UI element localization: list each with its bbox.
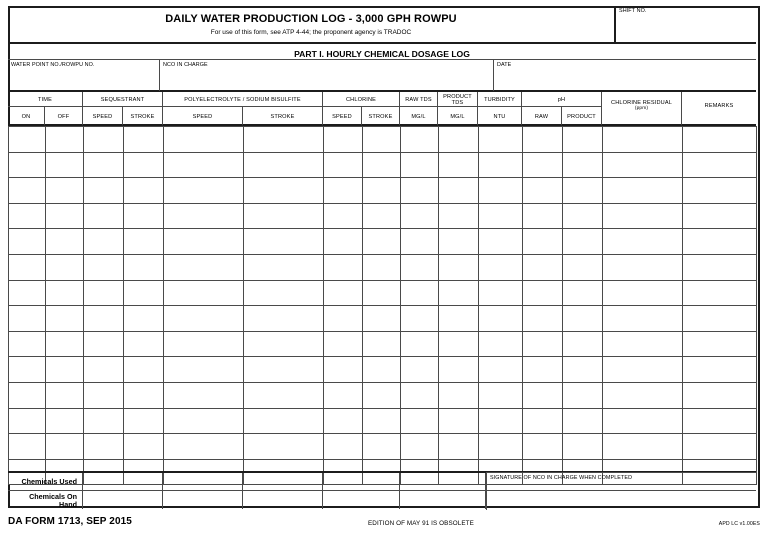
table-cell[interactable] [9, 280, 46, 306]
table-cell[interactable] [523, 254, 563, 280]
chemicals-on-hand-chlorine-cell[interactable] [323, 491, 400, 509]
header-group-ph: pH [522, 92, 602, 107]
chemicals-used-poly-stroke-cell[interactable] [243, 473, 323, 491]
table-cell[interactable] [439, 254, 479, 280]
table-row [9, 382, 757, 408]
signature-field[interactable] [486, 472, 756, 510]
chemicals-on-hand-label-cell [8, 491, 83, 509]
table-cell[interactable] [523, 152, 563, 178]
header-remarks: REMARKS [682, 92, 756, 126]
table-cell[interactable] [363, 382, 401, 408]
table-cell[interactable] [9, 306, 46, 332]
table-cell[interactable] [244, 229, 324, 255]
data-table-body [9, 127, 757, 485]
table-cell[interactable] [479, 357, 523, 383]
table-cell[interactable] [164, 280, 244, 306]
table-cell[interactable] [479, 178, 523, 204]
table-cell[interactable] [363, 254, 401, 280]
table-cell[interactable] [683, 178, 757, 204]
table-cell[interactable] [324, 306, 363, 332]
table-cell[interactable] [84, 152, 124, 178]
table-cell[interactable] [683, 331, 757, 357]
header-chlorine-speed: SPEED [323, 107, 362, 126]
table-cell[interactable] [363, 357, 401, 383]
table-cell[interactable] [124, 127, 164, 153]
table-cell[interactable] [164, 152, 244, 178]
table-cell[interactable] [84, 203, 124, 229]
table-cell[interactable] [9, 434, 46, 460]
signature-label: SIGNATURE OF NCO IN CHARGE WHEN COMPLETED [490, 475, 633, 481]
table-cell[interactable] [683, 434, 757, 460]
table-cell[interactable] [439, 203, 479, 229]
table-row [9, 357, 757, 383]
table-cell[interactable] [401, 229, 439, 255]
water-point-field[interactable] [8, 60, 160, 91]
table-cell[interactable] [401, 434, 439, 460]
table-row [9, 434, 757, 460]
table-cell[interactable] [46, 306, 84, 332]
water-point-label: WATER POINT NO./ROWPU NO. [11, 62, 95, 68]
table-row [9, 306, 757, 332]
table-row [9, 331, 757, 357]
table-row [9, 280, 757, 306]
table-row [9, 152, 757, 178]
table-cell[interactable] [479, 434, 523, 460]
table-cell[interactable] [563, 382, 603, 408]
chemicals-used-poly-speed-cell[interactable] [163, 473, 243, 491]
header-sequestrant-stroke: STROKE [123, 107, 163, 126]
chemicals-footer [8, 471, 756, 508]
table-cell[interactable] [9, 127, 46, 153]
table-cell[interactable] [244, 331, 324, 357]
table-cell[interactable] [244, 434, 324, 460]
table-cell[interactable] [479, 280, 523, 306]
table-row [9, 203, 757, 229]
da-form-1713 [8, 6, 760, 527]
table-cell[interactable] [84, 178, 124, 204]
table-cell[interactable] [9, 254, 46, 280]
table-cell[interactable] [324, 203, 363, 229]
table-cell[interactable] [683, 357, 757, 383]
table-cell[interactable] [563, 434, 603, 460]
table-cell[interactable] [46, 203, 84, 229]
table-cell[interactable] [401, 280, 439, 306]
table-cell[interactable] [324, 382, 363, 408]
table-cell[interactable] [439, 357, 479, 383]
table-cell[interactable] [603, 357, 683, 383]
part-one-banner [8, 44, 756, 60]
table-cell[interactable] [164, 254, 244, 280]
table-cell[interactable] [603, 382, 683, 408]
table-cell[interactable] [603, 254, 683, 280]
header-group-polyelectrolyte: POLYELECTROLYTE / SODIUM BISULFITE [163, 92, 323, 107]
table-cell[interactable] [683, 280, 757, 306]
table-cell[interactable] [164, 434, 244, 460]
nco-in-charge-label: NCO IN CHARGE [163, 62, 208, 68]
table-cell[interactable] [124, 382, 164, 408]
table-row [9, 229, 757, 255]
table-cell[interactable] [563, 254, 603, 280]
table-cell[interactable] [603, 127, 683, 153]
table-cell[interactable] [683, 152, 757, 178]
table-cell[interactable] [603, 178, 683, 204]
table-cell[interactable] [324, 127, 363, 153]
table-cell[interactable] [84, 382, 124, 408]
table-cell[interactable] [244, 382, 324, 408]
chemicals-on-hand-label [8, 491, 82, 508]
table-cell[interactable] [164, 382, 244, 408]
form-number: DA FORM 1713, SEP 2015 [8, 516, 132, 527]
header-time-off: OFF [45, 107, 83, 126]
table-cell[interactable] [683, 254, 757, 280]
column-headers [8, 92, 756, 126]
table-cell[interactable] [479, 254, 523, 280]
table-cell[interactable] [363, 203, 401, 229]
table-row [9, 408, 757, 434]
header-group-raw-tds: RAW TDS [400, 92, 438, 107]
table-cell[interactable] [46, 331, 84, 357]
table-cell[interactable] [46, 178, 84, 204]
table-cell[interactable] [563, 178, 603, 204]
table-cell[interactable] [46, 152, 84, 178]
table-cell[interactable] [46, 434, 84, 460]
table-cell[interactable] [164, 408, 244, 434]
table-cell[interactable] [683, 203, 757, 229]
table-cell[interactable] [84, 306, 124, 332]
table-cell[interactable] [523, 306, 563, 332]
table-cell[interactable] [683, 408, 757, 434]
part-one-banner-label: PART I. HOURLY CHEMICAL DOSAGE LOG [294, 49, 470, 59]
table-cell[interactable] [124, 229, 164, 255]
table-cell[interactable] [363, 434, 401, 460]
table-cell[interactable] [9, 382, 46, 408]
table-cell[interactable] [124, 203, 164, 229]
table-row [9, 254, 757, 280]
table-cell[interactable] [124, 434, 164, 460]
table-cell[interactable] [84, 280, 124, 306]
table-cell[interactable] [523, 127, 563, 153]
table-cell[interactable] [324, 331, 363, 357]
header-chlorine-stroke: STROKE [362, 107, 400, 126]
title-block [8, 6, 756, 44]
table-cell[interactable] [439, 408, 479, 434]
table-cell[interactable] [401, 152, 439, 178]
table-cell[interactable] [244, 178, 324, 204]
table-cell[interactable] [563, 127, 603, 153]
table-cell[interactable] [363, 306, 401, 332]
table-cell[interactable] [603, 280, 683, 306]
table-cell[interactable] [683, 127, 757, 153]
header-sequestrant-speed: SPEED [83, 107, 123, 126]
table-cell[interactable] [683, 382, 757, 408]
table-cell[interactable] [324, 229, 363, 255]
table-cell[interactable] [124, 306, 164, 332]
chemicals-on-hand-poly-stroke-cell[interactable] [243, 491, 323, 509]
form-title: DAILY WATER PRODUCTION LOG - 3,000 GPH ROWPU [165, 13, 457, 25]
table-cell[interactable] [439, 280, 479, 306]
date-label: DATE [497, 62, 512, 68]
shift-no-field[interactable] [616, 6, 756, 42]
table-cell[interactable] [683, 229, 757, 255]
chemicals-used-label: Chemicals Used [21, 477, 77, 486]
table-cell[interactable] [164, 331, 244, 357]
table-cell[interactable] [9, 408, 46, 434]
table-cell[interactable] [479, 408, 523, 434]
table-cell[interactable] [363, 178, 401, 204]
table-cell[interactable] [363, 229, 401, 255]
form-subtitle: For use of this form, see ATP 4-44; the proponent agency is TRADOC [210, 29, 412, 36]
table-cell[interactable] [124, 178, 164, 204]
header-group-chlorine: CHLORINE [323, 92, 400, 107]
header-polyelectrolyte-speed: SPEED [163, 107, 243, 126]
table-cell[interactable] [523, 280, 563, 306]
table-cell[interactable] [603, 152, 683, 178]
table-cell[interactable] [46, 229, 84, 255]
table-cell[interactable] [401, 357, 439, 383]
table-cell[interactable] [523, 331, 563, 357]
table-cell[interactable] [479, 306, 523, 332]
nco-in-charge-field[interactable] [160, 60, 494, 91]
edition-note: EDITION OF MAY 91 IS OBSOLETE [368, 520, 474, 527]
header-chlorine-residual: CHLORINE RESIDUAL (ppm) [602, 92, 682, 126]
table-cell[interactable] [9, 203, 46, 229]
chemicals-used-sequestrant-cell[interactable] [83, 473, 163, 491]
table-cell[interactable] [124, 408, 164, 434]
table-cell[interactable] [324, 357, 363, 383]
table-cell[interactable] [603, 306, 683, 332]
table-cell[interactable] [9, 178, 46, 204]
chemicals-on-hand-label-line1: Chemicals On [29, 492, 77, 501]
table-cell[interactable] [479, 331, 523, 357]
table-cell[interactable] [164, 357, 244, 383]
table-cell[interactable] [324, 152, 363, 178]
table-cell[interactable] [324, 408, 363, 434]
header-product-tds-mgl: MG/L [438, 107, 478, 126]
date-field[interactable] [494, 60, 756, 91]
chemicals-on-hand-label-line2: Hand [59, 499, 77, 509]
chemicals-on-hand-poly-speed-cell[interactable] [163, 491, 243, 509]
table-cell[interactable] [164, 178, 244, 204]
table-row [9, 127, 757, 153]
table-cell[interactable] [46, 408, 84, 434]
table-cell[interactable] [124, 152, 164, 178]
table-cell[interactable] [563, 408, 603, 434]
table-cell[interactable] [401, 178, 439, 204]
header-time-on: ON [8, 107, 45, 126]
table-cell[interactable] [124, 357, 164, 383]
table-cell[interactable] [439, 152, 479, 178]
table-cell[interactable] [603, 203, 683, 229]
table-cell[interactable] [124, 280, 164, 306]
table-cell[interactable] [401, 331, 439, 357]
table-cell[interactable] [683, 306, 757, 332]
table-cell[interactable] [439, 306, 479, 332]
header-polyelectrolyte-stroke: STROKE [243, 107, 323, 126]
table-cell[interactable] [523, 203, 563, 229]
table-cell[interactable] [563, 152, 603, 178]
table-cell[interactable] [124, 331, 164, 357]
header-ph-product: PRODUCT [562, 107, 602, 126]
table-cell[interactable] [363, 280, 401, 306]
table-cell[interactable] [401, 203, 439, 229]
header-group-turbidity: TURBIDITY [478, 92, 522, 107]
table-cell[interactable] [479, 382, 523, 408]
table-cell[interactable] [563, 357, 603, 383]
table-cell[interactable] [563, 203, 603, 229]
table-cell[interactable] [479, 127, 523, 153]
table-cell[interactable] [523, 434, 563, 460]
table-cell[interactable] [523, 178, 563, 204]
table-cell[interactable] [244, 408, 324, 434]
table-cell[interactable] [84, 408, 124, 434]
table-cell[interactable] [324, 280, 363, 306]
table-cell[interactable] [523, 357, 563, 383]
data-table [8, 126, 757, 485]
chemicals-used-chlorine-cell[interactable] [323, 473, 400, 491]
table-cell[interactable] [401, 306, 439, 332]
table-cell[interactable] [244, 127, 324, 153]
table-cell[interactable] [479, 203, 523, 229]
header-group-sequestrant: SEQUESTRANT [83, 92, 163, 107]
table-cell[interactable] [479, 152, 523, 178]
apd-code: APD LC v1.00ES [718, 521, 760, 527]
table-cell[interactable] [439, 229, 479, 255]
table-cell[interactable] [244, 203, 324, 229]
table-cell[interactable] [84, 357, 124, 383]
table-cell[interactable] [563, 280, 603, 306]
table-cell[interactable] [46, 382, 84, 408]
header-raw-tds-mgl: MG/L [400, 107, 438, 126]
table-cell[interactable] [401, 382, 439, 408]
table-cell[interactable] [244, 306, 324, 332]
table-cell[interactable] [401, 254, 439, 280]
table-row [9, 178, 757, 204]
table-cell[interactable] [164, 306, 244, 332]
table-cell[interactable] [439, 382, 479, 408]
table-cell[interactable] [439, 434, 479, 460]
table-cell[interactable] [363, 331, 401, 357]
table-cell[interactable] [84, 434, 124, 460]
table-cell[interactable] [164, 229, 244, 255]
chemicals-on-hand-sequestrant-cell[interactable] [83, 491, 163, 509]
table-cell[interactable] [164, 203, 244, 229]
table-cell[interactable] [563, 306, 603, 332]
hourly-dosage-data-grid [8, 126, 756, 351]
table-cell[interactable] [9, 331, 46, 357]
table-cell[interactable] [46, 127, 84, 153]
table-cell[interactable] [363, 152, 401, 178]
table-cell[interactable] [244, 280, 324, 306]
table-cell[interactable] [244, 152, 324, 178]
table-cell[interactable] [523, 229, 563, 255]
table-cell[interactable] [363, 127, 401, 153]
table-cell[interactable] [9, 229, 46, 255]
table-cell[interactable] [363, 408, 401, 434]
table-cell[interactable] [401, 127, 439, 153]
table-cell[interactable] [164, 127, 244, 153]
table-cell[interactable] [324, 254, 363, 280]
table-cell[interactable] [244, 357, 324, 383]
table-cell[interactable] [9, 152, 46, 178]
table-cell[interactable] [84, 127, 124, 153]
header-group-time: TIME [8, 92, 83, 107]
table-cell[interactable] [46, 254, 84, 280]
table-cell[interactable] [324, 434, 363, 460]
table-cell[interactable] [603, 434, 683, 460]
table-cell[interactable] [84, 229, 124, 255]
table-cell[interactable] [603, 229, 683, 255]
shift-no-label: SHIFT NO. [619, 8, 647, 14]
table-cell[interactable] [46, 357, 84, 383]
table-cell[interactable] [523, 408, 563, 434]
table-cell[interactable] [244, 254, 324, 280]
table-cell[interactable] [324, 178, 363, 204]
table-cell[interactable] [439, 178, 479, 204]
table-cell[interactable] [523, 382, 563, 408]
header-turbidity-ntu: NTU [478, 107, 522, 126]
table-cell[interactable] [603, 331, 683, 357]
table-cell[interactable] [84, 254, 124, 280]
table-cell[interactable] [9, 357, 46, 383]
chemicals-on-hand-tds-cell[interactable] [400, 491, 486, 509]
table-cell[interactable] [563, 331, 603, 357]
table-cell[interactable] [479, 229, 523, 255]
table-cell[interactable] [84, 331, 124, 357]
table-cell[interactable] [439, 127, 479, 153]
header-group-product-tds: PRODUCT TDS [438, 92, 478, 107]
identification-row [8, 60, 756, 92]
header-ph-raw: RAW [522, 107, 562, 126]
table-cell[interactable] [563, 229, 603, 255]
table-cell[interactable] [46, 280, 84, 306]
table-cell[interactable] [439, 331, 479, 357]
table-cell[interactable] [401, 408, 439, 434]
chemicals-used-label-cell [8, 473, 83, 491]
chemicals-used-tds-cell[interactable] [400, 473, 486, 491]
table-cell[interactable] [124, 254, 164, 280]
table-cell[interactable] [603, 408, 683, 434]
title-container [8, 6, 616, 42]
